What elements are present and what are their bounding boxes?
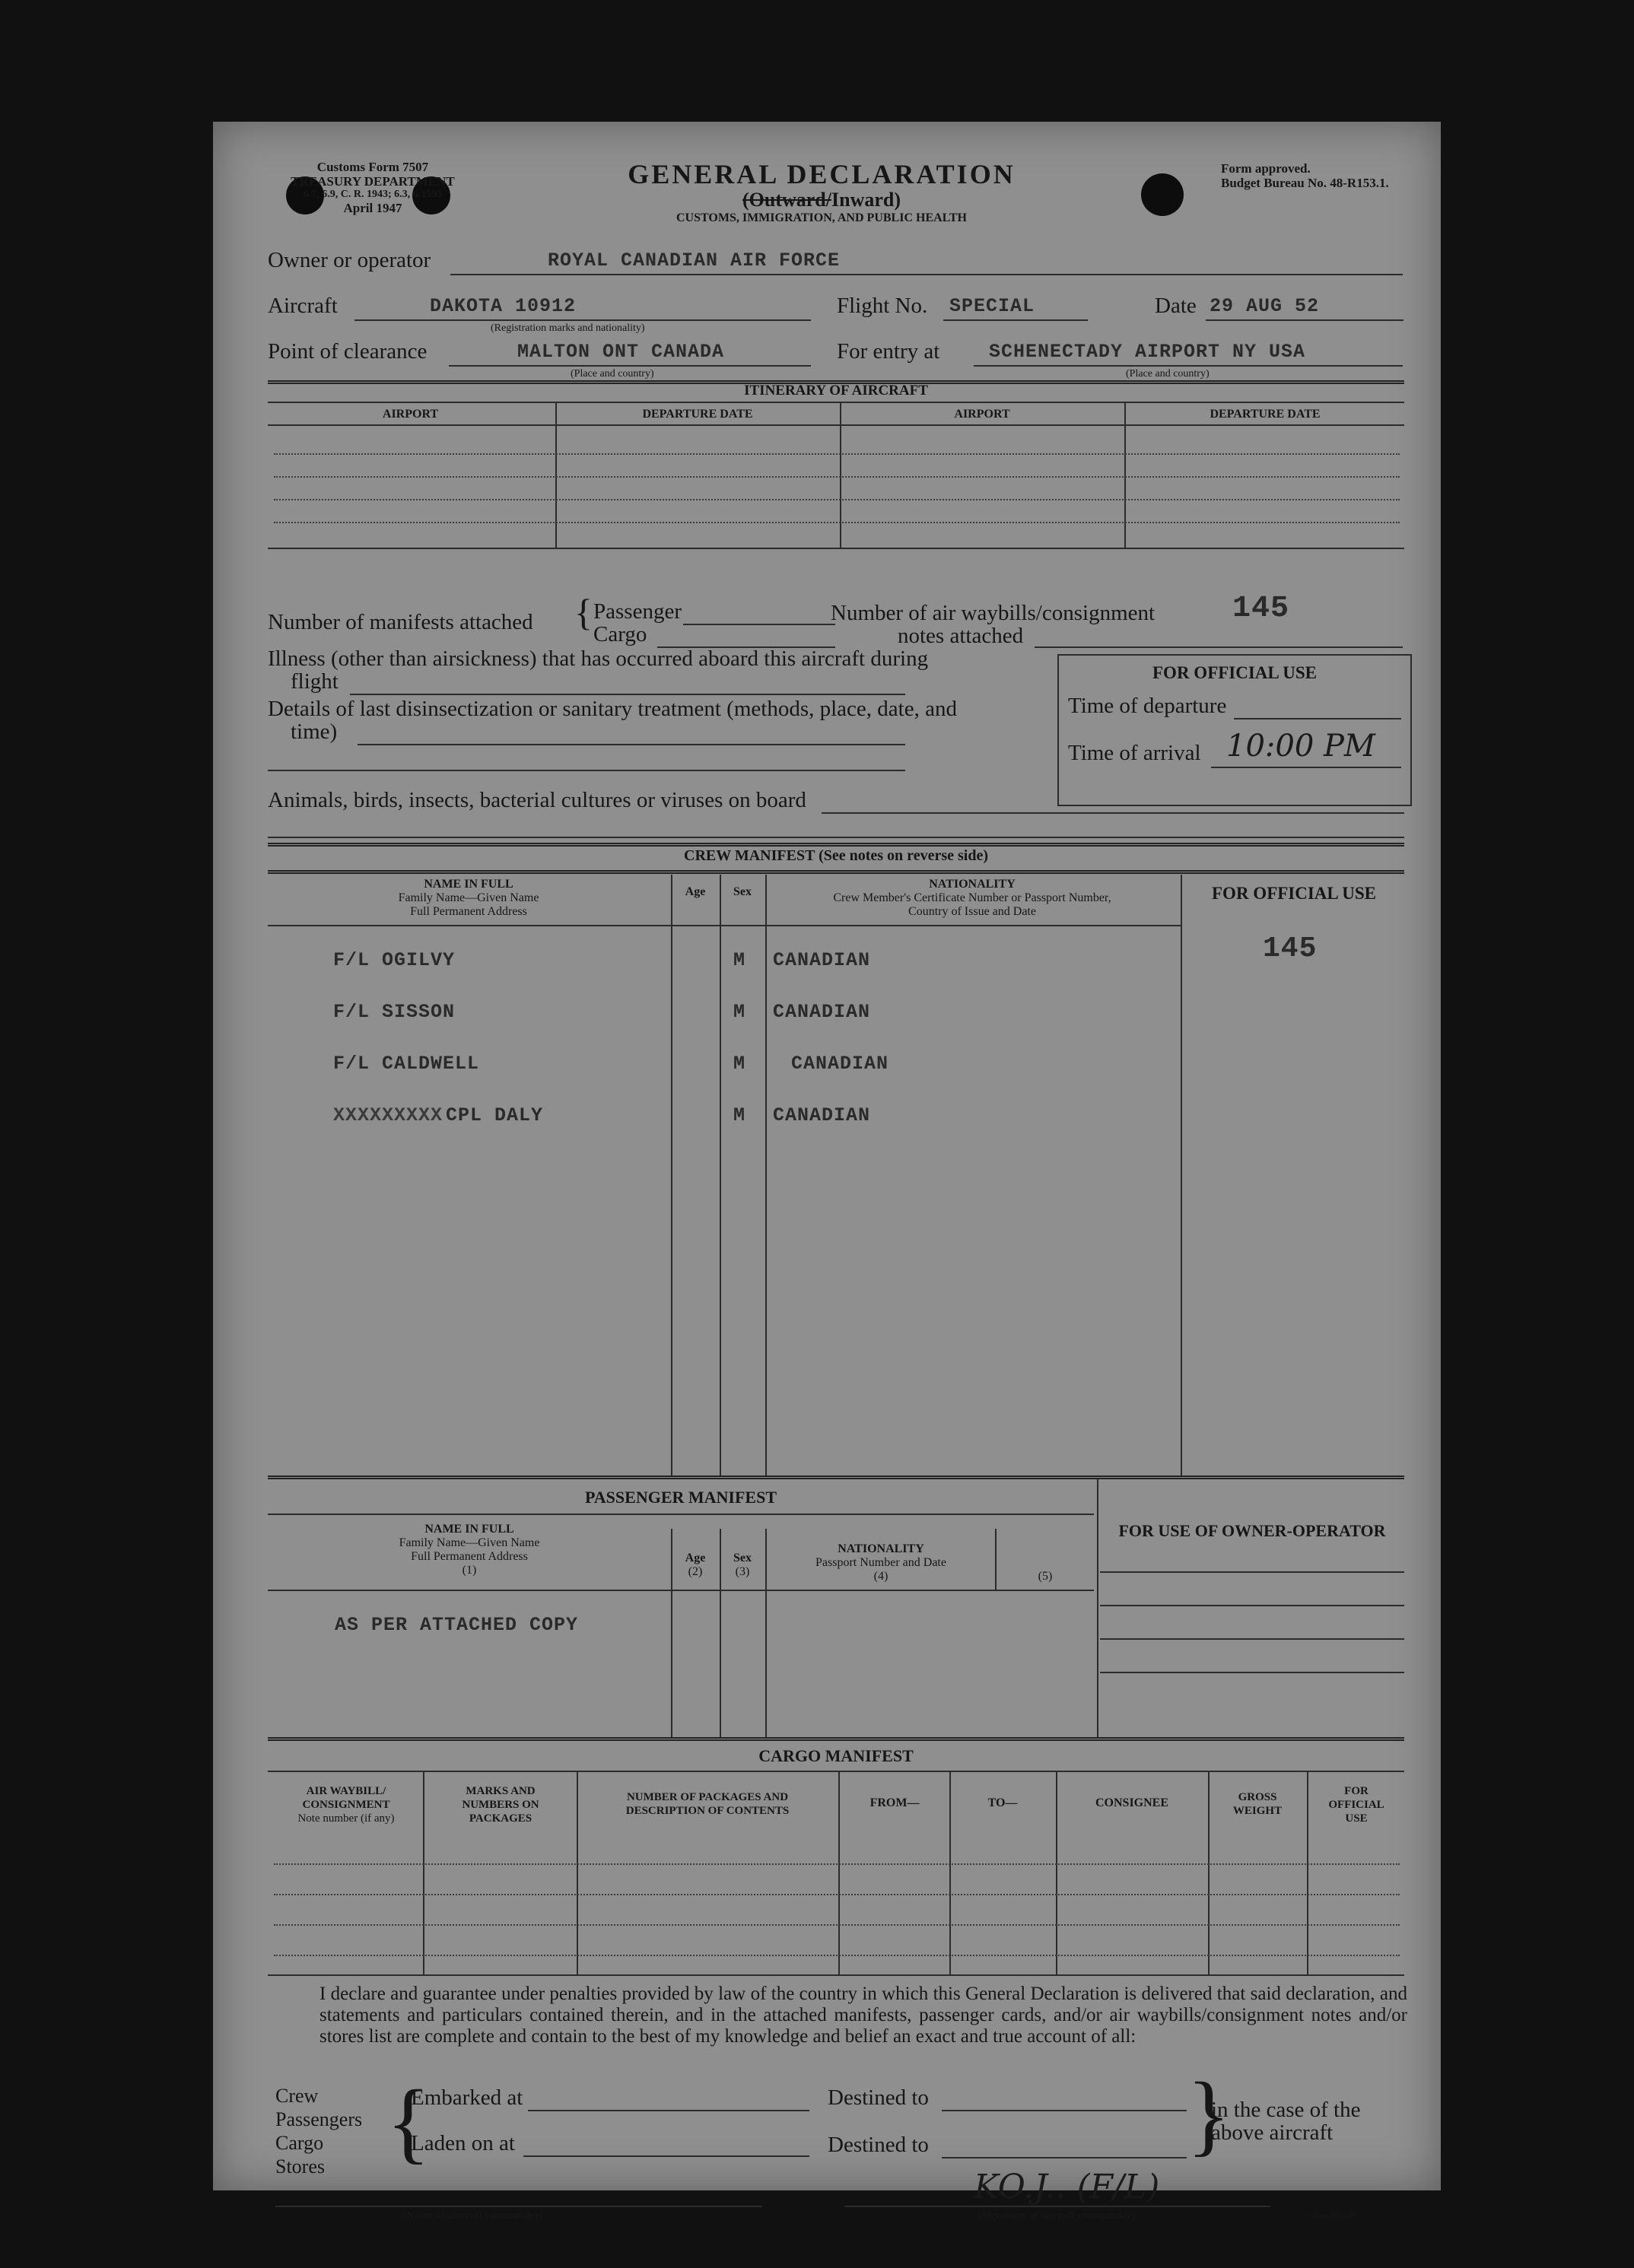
passenger-col-num-4: (4) bbox=[873, 1570, 889, 1583]
crew-name-strikeout: XXXXXXXXX bbox=[333, 1104, 443, 1124]
clearance-value: MALTON ONT CANADA bbox=[517, 341, 725, 363]
crew-row-4 bbox=[213, 1104, 1181, 1135]
cargo-col-note: Note number (if any) bbox=[297, 1812, 395, 1825]
arrival-time-value: 10:00 PM bbox=[1226, 729, 1375, 764]
crew-col-official-use: FOR OFFICIAL USE bbox=[1212, 884, 1376, 903]
cargo-manifest-label: Cargo bbox=[593, 622, 647, 646]
commander-signature: KO.J.. (F/L) bbox=[974, 2168, 1160, 2206]
crew-sex: M bbox=[733, 1001, 746, 1023]
cargo-col-from: FROM— bbox=[869, 1796, 920, 1809]
cargo-col-packages: PACKAGES bbox=[469, 1812, 532, 1825]
cargo-col-consignment: CONSIGNMENT bbox=[302, 1799, 390, 1811]
crew-col-age: Age bbox=[685, 885, 706, 898]
form-department: TREASURY DEPARTMENT bbox=[291, 174, 455, 189]
crew-sex: M bbox=[733, 1104, 746, 1126]
passenger-entry: AS PER ATTACHED COPY bbox=[335, 1614, 579, 1636]
itinerary-col-departure-1: DEPARTURE DATE bbox=[642, 408, 753, 421]
owner-value: ROYAL CANADIAN AIR FORCE bbox=[548, 249, 841, 272]
owner-label: Owner or operator bbox=[268, 248, 431, 272]
punch-hole-right bbox=[1141, 173, 1184, 216]
form-regulation: 6.7, 6.9, C. R. 1943; 6.3, 6.1595 bbox=[303, 189, 443, 200]
itinerary-title: ITINERARY OF AIRCRAFT bbox=[744, 383, 928, 399]
passenger-col-name-sub: Family Name—Given Name bbox=[399, 1536, 540, 1549]
crew-name: F/L OGILVY bbox=[333, 949, 456, 971]
arrival-time-label: Time of arrival bbox=[1068, 741, 1201, 765]
case-label-2: above aircraft bbox=[1211, 2120, 1334, 2145]
budget-bureau-number: Budget Bureau No. 48-R153.1. bbox=[1221, 176, 1389, 190]
illness-label-1: Illness (other than airsickness) that has occurred aboard this aircraft during bbox=[268, 646, 929, 671]
laden-label: Laden on at bbox=[411, 2131, 515, 2155]
passenger-col-num-1: (1) bbox=[462, 1564, 477, 1577]
crew-nationality: CANADIAN bbox=[773, 949, 871, 971]
passenger-col-num-5: (5) bbox=[1038, 1570, 1053, 1583]
declaration-item-stores: Stores bbox=[275, 2155, 325, 2177]
form-number: Customs Form 7507 bbox=[316, 160, 429, 174]
flight-label: Flight No. bbox=[837, 294, 928, 318]
cargo-col-description: DESCRIPTION OF CONTENTS bbox=[625, 1805, 790, 1817]
departure-time-label: Time of departure bbox=[1068, 694, 1227, 718]
inward-label: Inward) bbox=[831, 189, 901, 211]
form-date: April 1947 bbox=[343, 201, 402, 215]
cargo-col-for: FOR bbox=[1344, 1785, 1369, 1797]
owner-operator-use-title: FOR USE OF OWNER-OPERATOR bbox=[1118, 1521, 1386, 1540]
crew-col-nationality: NATIONALITY bbox=[929, 878, 1016, 891]
destined-label-2: Destined to bbox=[828, 2133, 929, 2157]
aircraft-value: DAKOTA 10912 bbox=[430, 295, 577, 317]
crew-row-3 bbox=[213, 1053, 1181, 1083]
form-approved: Form approved. bbox=[1221, 161, 1311, 176]
declaration-item-crew: Crew bbox=[275, 2085, 319, 2107]
crew-col-name-sub: Family Name—Given Name bbox=[398, 891, 539, 904]
waybills-label-2: notes attached bbox=[898, 624, 1024, 648]
cargo-col-waybill: AIR WAYBILL/ bbox=[306, 1785, 386, 1797]
embarked-label: Embarked at bbox=[411, 2085, 523, 2110]
cargo-col-number-packages: NUMBER OF PACKAGES AND bbox=[626, 1791, 789, 1803]
date-value: 29 AUG 52 bbox=[1210, 295, 1320, 317]
passenger-col-age: Age bbox=[685, 1552, 706, 1564]
cargo-col-consignee: CONSIGNEE bbox=[1095, 1796, 1169, 1809]
crew-col-sex: Sex bbox=[733, 885, 752, 898]
passenger-col-num-3: (3) bbox=[735, 1565, 750, 1578]
crew-nationality: CANADIAN bbox=[773, 1001, 871, 1023]
entry-label: For entry at bbox=[837, 339, 940, 364]
animals-label: Animals, birds, insects, bacterial cultures or viruses on board bbox=[268, 788, 806, 812]
destined-label-1: Destined to bbox=[828, 2085, 929, 2110]
clearance-note: (Place and country) bbox=[571, 368, 654, 380]
passenger-col-passport: Passport Number and Date bbox=[815, 1556, 946, 1569]
crew-row-1 bbox=[213, 949, 1181, 980]
clearance-label: Point of clearance bbox=[268, 339, 428, 364]
cargo-col-official: OFFICIAL bbox=[1328, 1799, 1384, 1811]
page-subtitle: CUSTOMS, IMMIGRATION, AND PUBLIC HEALTH bbox=[676, 211, 967, 224]
cargo-col-numbers: NUMBERS ON bbox=[462, 1799, 539, 1811]
illness-label-2: flight bbox=[291, 669, 339, 694]
declaration-form-sheet: Customs Form 7507 TREASURY DEPARTMENT 6.7, 6.9, C. R. 1943; 6.3, 6.1595 April 1947 GENERAL DECLARATION (Outward/Inward) CUSTOMS, IMMIGRATION, AND PUBLIC HEALTH Form approved. Budget Bureau No. 48-R153.1. Owner or operator ROYAL CANADIAN AIR FORCE Aircraft DAKOTA 10912 (Registration marks and nationality) Flight No. SPECIAL Date 29 AUG 52 Point of clearance MALTON ONT CANADA (Place and country) For entry at SCHENECTADY AIRPORT NY USA (Place and country) ITINERARY OF AIRCRAFT AIRPORT DEPARTURE DATE AIRPORT DEPARTURE DATE Number of manifests attached { Passenger Cargo Number of air waybills/consignment notes attached 145 Illness (other than airsickness) that has occurred aboard this aircraft during flight Details of last disinsectization or sanitary treatment (methods, place, date, and time) FOR OFFICIAL USE Time of departure Time of arrival 10:00 PM Animals, birds, insects, bacterial cultures or viruses on board CREW MANIFEST (See notes on reverse side) NAME IN FULL Family Name—Given Name Full Permanent Address Age Sex NATIONALITY Crew Member's Certificate Number or Passport Number, Country of Issue and Date FOR OFFICIAL USE 145 F/L OGILVY M CANADIAN F/L SISSON M CANADIAN F/L CALDWELL M CANADIAN XXXXXXXXX CPL DALY M CANADIAN PASSENGER MANIFEST FOR USE OF OWNER-OPERATOR NAME IN FULL Family Name—Given Name Full Permanent Address (1) Age (2) Sex (3) NATIONALITY Passport Number and Date (4) (5) AS PER ATTACHED COPY CARGO MANIFEST AIR WAYBILL/ CONSIGNMENT Note number (if any) MARKS AND NUMBERS ON PACKAGES NUMBER OF PACKAGES AND DESCRIPTION OF CONTENTS FROM— TO— CONSIGNEE GROSS WEIGHT FOR OFFICIAL USE I declare and guarantee under penalties provided by law of the country in which this General Declaration is delivered that said declaration, and statements and particulars contained therein, and in the attached manifests, passenger cards, and/or air waybills/consignment notes and/or stores list are complete and contain to the best of my knowledge and belief an exact and true account of all: Crew Passengers Cargo Stores { Embarked at Laden on at Destined to Destined to } in the case of the above aircraft (Name of aircraft commander) KO.J.. (F/L) (Signature of aircraft commander) c6—16—6 bbox=[213, 122, 1441, 2190]
manifests-label: Number of manifests attached bbox=[268, 610, 533, 634]
waybills-count: 145 bbox=[1232, 592, 1290, 626]
crew-col-name: NAME IN FULL bbox=[424, 878, 513, 891]
passenger-col-address: Full Permanent Address bbox=[411, 1550, 528, 1563]
cargo-col-weight: WEIGHT bbox=[1232, 1805, 1283, 1817]
passenger-col-name: NAME IN FULL bbox=[424, 1523, 514, 1536]
aircraft-note: (Registration marks and nationality) bbox=[491, 322, 645, 334]
crew-name: F/L CALDWELL bbox=[333, 1053, 480, 1075]
itinerary-col-airport-1: AIRPORT bbox=[382, 408, 439, 421]
commander-name-caption: (Name of aircraft commander) bbox=[403, 2210, 543, 2222]
entry-note: (Place and country) bbox=[1126, 368, 1210, 380]
aircraft-label: Aircraft bbox=[268, 294, 338, 318]
crew-sex: M bbox=[733, 1053, 746, 1075]
crew-nationality: CANADIAN bbox=[791, 1053, 889, 1075]
declaration-item-passengers: Passengers bbox=[275, 2108, 363, 2130]
date-label: Date bbox=[1155, 294, 1197, 318]
cargo-col-use: USE bbox=[1345, 1812, 1368, 1825]
cargo-col-gross: GROSS bbox=[1238, 1791, 1277, 1803]
itinerary-col-airport-2: AIRPORT bbox=[954, 408, 1010, 421]
passenger-manifest-label: Passenger bbox=[593, 599, 682, 624]
waybills-label-1: Number of air waybills/consignment bbox=[831, 601, 1156, 625]
passenger-manifest-title: PASSENGER MANIFEST bbox=[584, 1488, 777, 1507]
crew-manifest-title: CREW MANIFEST (See notes on reverse side) bbox=[684, 847, 988, 864]
flight-value: SPECIAL bbox=[949, 295, 1035, 317]
crew-row-2 bbox=[213, 1001, 1181, 1031]
declaration-text: I declare and guarantee under penalties provided by law of the country in which this General Declaration is delivered that said declaration, and statements and particulars contained therein, and in the attached manifests, passenger cards, and/or air waybills/consignment notes and/or stores list are complete and contain to the best of my knowledge and belief an exact and true account of all: bbox=[319, 1984, 1407, 2047]
page-title: GENERAL DECLARATION bbox=[628, 159, 1016, 189]
cargo-col-marks: MARKS AND bbox=[466, 1785, 536, 1797]
outward-label: (Outward/ bbox=[742, 189, 831, 211]
disinsect-label-1: Details of last disinsectization or sanitary treatment (methods, place, date, and bbox=[268, 697, 957, 721]
itinerary-col-departure-2: DEPARTURE DATE bbox=[1210, 408, 1321, 421]
crew-name: F/L SISSON bbox=[333, 1001, 456, 1023]
declaration-item-cargo: Cargo bbox=[275, 2132, 324, 2154]
crew-official-count: 145 bbox=[1263, 932, 1318, 965]
crew-col-issue: Country of Issue and Date bbox=[908, 905, 1036, 918]
passenger-col-num-2: (2) bbox=[688, 1565, 703, 1578]
official-use-box bbox=[1057, 654, 1412, 806]
crew-name: CPL DALY bbox=[446, 1104, 544, 1126]
passenger-col-nationality: NATIONALITY bbox=[838, 1542, 924, 1555]
print-code: c6—16—6 bbox=[1308, 2210, 1356, 2222]
crew-col-address: Full Permanent Address bbox=[410, 905, 527, 918]
case-label-1: in the case of the bbox=[1211, 2098, 1361, 2122]
commander-signature-caption: (Signature of aircraft commander) bbox=[978, 2210, 1136, 2222]
entry-value: SCHENECTADY AIRPORT NY USA bbox=[989, 341, 1306, 363]
disinsect-label-2: time) bbox=[291, 719, 338, 744]
crew-col-certificate: Crew Member's Certificate Number or Passport Number, bbox=[833, 891, 1111, 904]
official-use-title: FOR OFFICIAL USE bbox=[1152, 663, 1317, 682]
passenger-col-sex: Sex bbox=[733, 1552, 752, 1564]
cargo-manifest-title: CARGO MANIFEST bbox=[758, 1746, 914, 1765]
crew-nationality: CANADIAN bbox=[773, 1104, 871, 1126]
cargo-col-to: TO— bbox=[987, 1796, 1018, 1809]
crew-sex: M bbox=[733, 949, 746, 971]
